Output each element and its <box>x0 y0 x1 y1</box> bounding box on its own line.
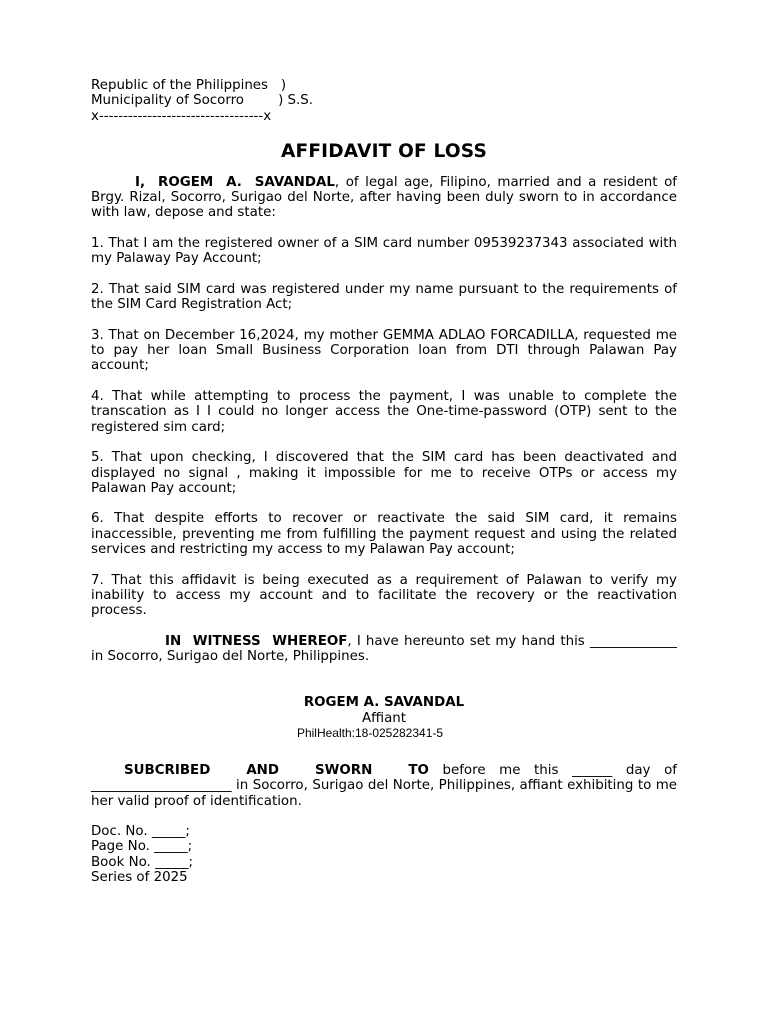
venue-municipality: Municipality of Socorro <box>91 93 244 109</box>
affiant-signature-name: ROGEM A. SAVANDAL <box>303 695 465 711</box>
intro-paragraph <box>91 175 677 221</box>
statement-6: 6. That despite efforts to recover or reactivate the said SIM card, it remains inaccessible, preventing me from fulfilling the payment request and using the related services and restricting my access to my Palawan Pay account; <box>91 511 677 558</box>
witness-paragraph <box>91 634 677 665</box>
venue-block <box>91 78 677 124</box>
jurat-paragraph <box>91 763 677 809</box>
statement-5: 5. That upon checking, I discovered that the SIM card has been deactivated and displayed no signal , making it impossible for me to receive OTPs or access my Palawan Pay account; <box>91 450 677 496</box>
venue-republic-paren: ) <box>280 78 287 93</box>
affiant-role: Affiant <box>361 710 407 726</box>
venue-separator: x----------------------------------x <box>91 108 272 124</box>
signature-block <box>91 695 677 741</box>
statement-1: 1. That I am the registered owner of a SIM card number 09539237343 associated with my Palaway Pay Account; <box>91 236 677 267</box>
jurat-text: before me this ______ day of _____________________ in Socorro, Surigao del Norte, Philippines, affiant exhibiting to me her valid proof of identification. <box>91 762 677 809</box>
page-number: Page No. _____; <box>91 839 193 855</box>
affidavit-page <box>91 78 677 885</box>
statement-7: 7. That this affidavit is being executed as a requirement of Palawan to verify my inability to access my account and to facilitate the recovery or the reactivation process. <box>91 572 677 619</box>
notarial-register <box>91 824 677 885</box>
intro-text: , of legal age, Filipino, married and a resident of Brgy. Rizal, Socorro, Surigao del Norte, after having been duly sworn to in accordance with law, depose and state: <box>91 174 677 221</box>
venue-republic: Republic of the Philippines <box>91 78 269 93</box>
witness-text: , I have hereunto set my hand this _____________ in Socorro, Surigao del Norte, Philippines. <box>91 633 677 665</box>
affiant-name-intro: I, ROGEM A. SAVANDAL <box>135 174 335 190</box>
statement-4: 4. That while attempting to process the payment, I was unable to complete the transcation as I I could no longer access the One-time-password (OTP) sent to the registered sim card; <box>91 389 677 435</box>
document-title: AFFIDAVIT OF LOSS <box>280 140 488 162</box>
jurat-heading: SUBCRIBED AND SWORN TO <box>124 762 429 778</box>
statement-3: 3. That on December 16,2024, my mother GEMMA ADLAO FORCADILLA, requested me to pay her loan Small Business Corporation loan from DTI through Palawan Pay account; <box>91 327 677 374</box>
affiant-id-line: PhilHealth:18-025282341-5 <box>296 725 444 740</box>
book-number: Book No. _____; <box>91 854 194 870</box>
witness-heading: IN WITNESS WHEREOF <box>165 633 348 649</box>
venue-municipality-line <box>91 93 677 108</box>
doc-number: Doc. No. _____; <box>91 824 190 840</box>
venue-ss: ) S.S. <box>278 93 314 109</box>
statement-2: 2. That said SIM card was registered under my name pursuant to the requirements of the SIM Card Registration Act; <box>91 281 677 313</box>
series-year: Series of 2025 <box>91 870 188 886</box>
venue-republic-line <box>91 78 677 93</box>
